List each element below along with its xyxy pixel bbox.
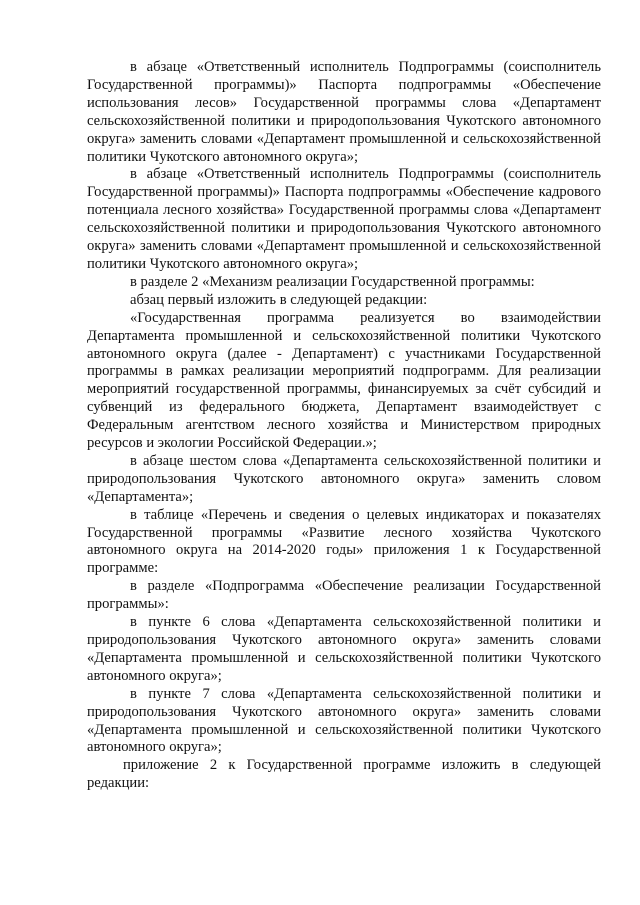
paragraph-point-7: в пункте 7 слова «Департамента сельскохозяйственной политики и природопользования Чукотского автономного округа» заменить словами «Департамента промышленной и сельскохозяйственной политики Чукотского автономного округа»; — [87, 685, 601, 756]
paragraph-indicators-table: в таблице «Перечень и сведения о целевых индикаторах и показателях Государственной программы «Развитие лесного хозяйства Чукотского автономного округа на 2014-2020 годы» приложения 1 к Государственной программе: — [87, 506, 601, 577]
paragraph-forest-staff-executor: в абзаце «Ответственный исполнитель Подпрограммы (соисполнитель Государственной программы)» Паспорта подпрограммы «Обеспечение кадрового потенциала лесного хозяйства» Государственной программы слова «Департамент сельскохозяйственной политики и природопользования Чукотского автономного округа» заменить словами «Департамент промышленной и сельскохозяйственной политики Чукотского автономного округа»; — [87, 166, 601, 272]
paragraph-point-6: в пункте 6 слова «Департамента сельскохозяйственной политики и природопользования Чукотского автономного округа» заменить словами «Департамента промышленной и сельскохозяйственной политики Чукотского автономного округа»; — [87, 614, 601, 684]
paragraph-subprogram-section: в разделе «Подпрограмма «Обеспечение реализации Государственной программы»: — [87, 578, 601, 613]
paragraph-forest-use-executor: в абзаце «Ответственный исполнитель Подпрограммы (соисполнитель Государственной программы)» Паспорта подпрограммы «Обеспечение использования лесов» Государственной программы слова «Департамент сельскохозяйственной политики и природопользования Чукотского автономного округа» заменить словами «Департамент промышленной и сельскохозяйственной политики Чукотского автономного округа»; — [87, 59, 601, 165]
paragraph-sixth-abzac: в абзаце шестом слова «Департамента сельскохозяйственной политики и природопользования Чукотского автономного округа» заменить словом «Департамента»; — [87, 452, 601, 505]
paragraph-section-2-heading: в разделе 2 «Механизм реализации Государственной программы: — [130, 273, 535, 290]
paragraph-first-abzac: абзац первый изложить в следующей редакции: — [130, 291, 428, 308]
paragraph-appendix-2: приложение 2 к Государственной программе изложить в следующей редакции: — [87, 757, 601, 792]
paragraph-program-implementation: «Государственная программа реализуется во взаимодействии Департамента промышленной и сельскохозяйственной политики Чукотского автономного округа (далее - Департамент) с участниками Государственной программы в рамках реализации мероприятий подпрограмм. Для реализации мероприятий государственной программы, финансируемых за счёт субсидий и субвенций из федерального бюджета, Департамент взаимодействует с Федеральным агентством лесного хозяйства и Министерством природных ресурсов и экологии Российской Федерации.»; — [87, 309, 601, 452]
document-page — [87, 59, 601, 793]
